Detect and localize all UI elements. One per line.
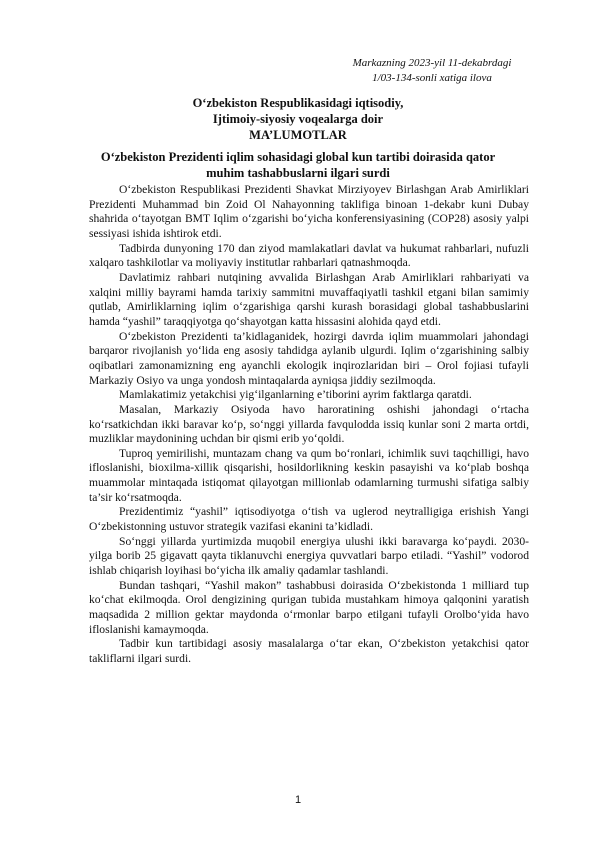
paragraph: O‘zbekiston Prezidenti ta’kidlaganidek, hozirgi davrda iqlim muammolari jahondagi barqaror rivojlanish yo‘lida eng asosiy tahdidga aylanib ulgurdi. Iqlim o‘zgarishining salbiy oqibatlari zamonamizning eng ayanchli ekologik inqirozlaridan biri – Orol fojiasi tufayli Markaziy Osiyo va unga yondosh mintaqalarda ayniqsa jiddiy sezilmoqda. bbox=[89, 329, 529, 387]
paragraph: Tadbir kun tartibidagi asosiy masalalarga o‘tar ekan, O‘zbekiston yetakchisi qator takliflarni ilgari surdi. bbox=[89, 637, 529, 665]
body-text bbox=[89, 183, 529, 667]
annex-line-1: Markazning 2023-yil 11-dekabrdagi bbox=[352, 57, 512, 69]
paragraph: Davlatimiz rahbari nutqining avvalida Birlashgan Arab Amirliklari rahbariyati va xalqini milliy bayrami hamda tarixiy sammitni muvaffaqiyatli tashkil etgani bilan samimiy qutlab, Amirliklarning iqlim o‘zgarishiga qarshi kurash borasidagi global tashabbuslarini hamda “yashil” taraqqiyotga qo‘shayotgan katta hissasini alohida qayd etdi. bbox=[89, 270, 529, 328]
title-line-1: O‘zbekiston Respublikasidagi iqtisodiy, bbox=[192, 96, 404, 110]
subtitle-line-1: O‘zbekiston Prezidenti iqlim sohasidagi global kun tartibi doirasida qator bbox=[100, 150, 496, 164]
paragraph: Tuproq yemirilishi, muntazam chang va qum bo‘ronlari, ichimlik suvi taqchilligi, havo ifloslanishi, bioxilma-xillik qisqarishi, hosildorlikning keskin pasayishi va ko‘plab boshqa muammolar mintaqada istiqomat qilayotgan millionlab odamlarning turmushi sifatiga salbiy ta’sir ko‘rsatmoqda. bbox=[89, 446, 529, 504]
paragraph: Tadbirda dunyoning 170 dan ziyod mamlakatlari davlat va hukumat rahbarlari, nufuzli xalqaro tashkilotlar va moliyaviy institutlar rahbarlari qatnashmoqda. bbox=[89, 241, 529, 270]
paragraph: Bundan tashqari, “Yashil makon” tashabbusi doirasida O‘zbekistonda 1 milliard tup ko‘chat ekilmoqda. Orol dengizining qurigan tubida mustahkam himoya qalqonini yaratish maqsadida 2 million gektar maydonda o‘rmonlar barpo etilgani tufayli Orolbo‘yida havo ifloslanishi kamaymoqda. bbox=[89, 578, 529, 636]
document-title bbox=[88, 95, 508, 143]
paragraph: Mamlakatimiz yetakchisi yig‘ilganlarning e’tiborini ayrim faktlarga qaratdi. bbox=[119, 388, 472, 402]
section-heading bbox=[70, 149, 526, 181]
title-line-2: Ijtimoiy-siyosiy voqealarga doir bbox=[212, 112, 384, 126]
title-line-3: MA’LUMOTLAR bbox=[249, 128, 347, 142]
page-number: 1 bbox=[294, 794, 302, 806]
paragraph: So‘nggi yillarda yurtimizda muqobil energiya ulushi ikki baravarga ko‘paydi. 2030-yilga borib 25 gigavatt qayta tiklanuvchi energiya quvvatlari barpo etiladi. “Yashil” vodorod ishlab chiqarish loyihasi bo‘yicha ilk amaliy qadamlar tashlandi. bbox=[89, 534, 529, 578]
subtitle-line-2: muhim tashabbuslarni ilgari surdi bbox=[206, 166, 390, 180]
paragraph: O‘zbekiston Respublikasi Prezidenti Shavkat Mirziyoyev Birlashgan Arab Amirliklari Prezidenti Muhammad bin Zoid Ol Nahayonning taklifiga binoan 1-dekabr kuni Dubay shahrida o‘tayotgan BMT Iqlim o‘zgarishi bo‘yicha konferensiyasining (COP28) asosiy yalpi sessiyasi ishida ishtirok etdi. bbox=[89, 183, 529, 240]
annex-line-2: 1/03-134-sonli xatiga ilova bbox=[372, 72, 492, 84]
paragraph: Prezidentimiz “yashil” iqtisodiyotga o‘tish va uglerod neytralligiga erishish Yangi O‘zbekistonning ustuvor strategik vazifasi ekanini ta’kidladi. bbox=[89, 505, 529, 534]
paragraph: Masalan, Markaziy Osiyoda havo haroratining oshishi jahondagi o‘rtacha ko‘rsatkichdan ikki baravar ko‘p, so‘nggi yillarda favqulodda issiq kunlar soni 2 marta ortdi, muzliklar maydonining uchdan bir qismi erib yo‘qoldi. bbox=[89, 402, 529, 446]
annex-note bbox=[312, 56, 552, 86]
